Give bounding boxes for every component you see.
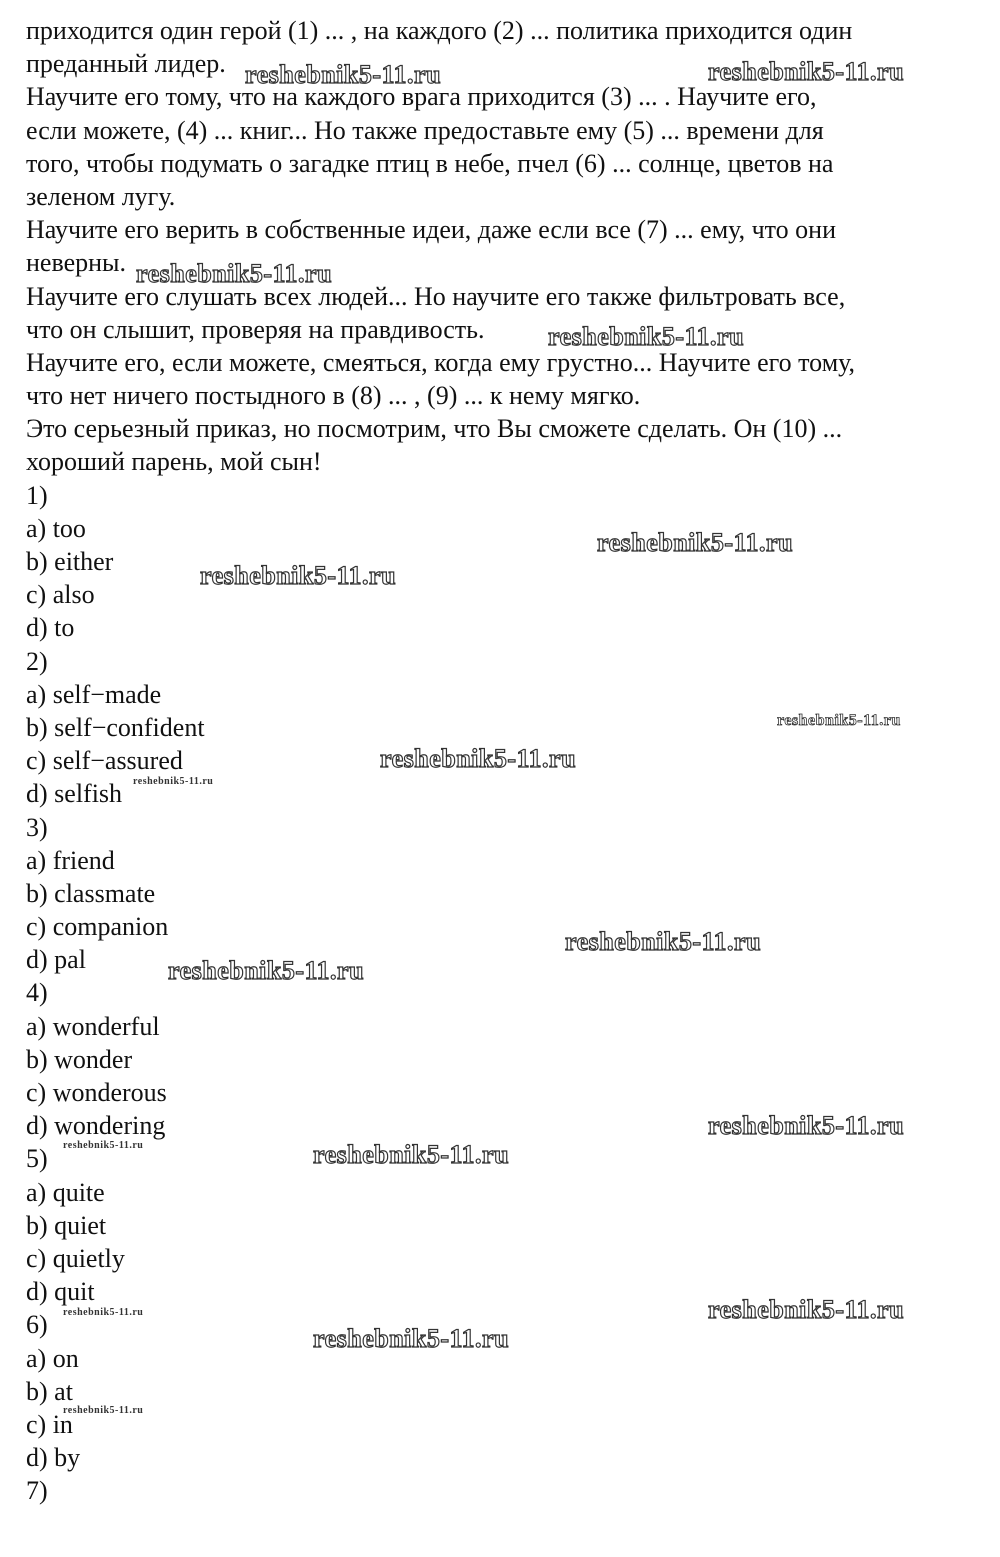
text-line: Научите его верить в собственные идеи, даже если все (7) ... ему, что они <box>26 215 836 245</box>
answer-option: a) on <box>26 1343 79 1373</box>
text-line: Научите его тому, что на каждого врага приходится (3) ... . Научите его, <box>26 82 817 112</box>
question-number: 2) <box>26 646 48 676</box>
text-line: того, чтобы подумать о загадке птиц в небе, пчел (6) ... солнце, цветов на <box>26 148 834 178</box>
answer-option: c) wonderous <box>26 1078 167 1107</box>
answer-option: a) too <box>26 513 86 543</box>
answer-option: d) selfish <box>26 779 123 809</box>
answer-option: b) classmate <box>26 878 156 908</box>
watermark: reshebnik5-11.ru <box>63 1405 144 1416</box>
answer-option: d) pal <box>26 945 86 975</box>
answer-option: b) self−confident <box>26 712 205 742</box>
watermark: reshebnik5-11.ru <box>200 561 397 590</box>
answer-option: d) wondering <box>26 1111 166 1141</box>
answer-option: c) quietly <box>26 1243 125 1273</box>
text-line: зеленом лугу. <box>26 181 176 211</box>
watermark: reshebnik5-11.ru <box>597 528 794 557</box>
watermark: reshebnik5-11.ru <box>168 956 365 985</box>
watermark: reshebnik5-11.ru <box>136 259 333 288</box>
answer-option: d) by <box>26 1443 81 1473</box>
watermark: reshebnik5-11.ru <box>777 712 901 729</box>
question-number: 1) <box>26 480 48 510</box>
answer-option: c) in <box>26 1409 73 1439</box>
watermark: reshebnik5-11.ru <box>708 57 905 86</box>
answer-option: c) also <box>26 580 95 610</box>
answer-option: d) quit <box>26 1277 95 1307</box>
answer-option: b) wonder <box>26 1044 133 1074</box>
watermark: reshebnik5-11.ru <box>380 744 577 773</box>
text-line: Научите его слушать всех людей... Но научите его также фильтровать все, <box>26 281 846 311</box>
answer-option: a) wonderful <box>26 1011 160 1041</box>
watermark: reshebnik5-11.ru <box>245 60 442 89</box>
watermark: reshebnik5-11.ru <box>313 1324 510 1353</box>
answer-option: d) to <box>26 613 75 643</box>
watermark: reshebnik5-11.ru <box>133 776 214 787</box>
text-line: хороший парень, мой сын! <box>26 447 322 477</box>
answer-option: b) quiet <box>26 1210 107 1240</box>
watermark: reshebnik5-11.ru <box>313 1140 510 1169</box>
answer-option: b) either <box>26 547 114 576</box>
answer-option: c) self−assured <box>26 746 183 776</box>
answer-option: b) at <box>26 1376 73 1406</box>
text-line: если можете, (4) ... книг... Но также предоставьте ему (5) ... времени для <box>26 115 824 145</box>
answer-option: a) friend <box>26 845 115 875</box>
answer-option: a) quite <box>26 1177 105 1207</box>
watermark: reshebnik5-11.ru <box>708 1111 905 1140</box>
text-line: неверны. <box>26 248 127 278</box>
answer-option: c) companion <box>26 912 169 942</box>
answer-option: a) self−made <box>26 679 162 709</box>
question-number: 3) <box>26 812 48 842</box>
question-number: 7) <box>26 1476 48 1506</box>
text-line: приходится один герой (1) ... , на каждого (2) ... политика приходится один <box>26 16 853 45</box>
watermark: reshebnik5-11.ru <box>548 322 745 351</box>
watermark: reshebnik5-11.ru <box>565 927 762 956</box>
watermark: reshebnik5-11.ru <box>708 1295 905 1324</box>
text-line: Это серьезный приказ, но посмотрим, что Вы сможете сделать. Он (10) ... <box>26 414 843 444</box>
question-number: 4) <box>26 978 48 1008</box>
watermark: reshebnik5-11.ru <box>63 1307 144 1318</box>
text-line: преданный лидер. <box>26 49 226 79</box>
text-line: что он слышит, проверяя на правдивость. <box>26 314 485 344</box>
question-number: 6) <box>26 1310 48 1340</box>
text-line: что нет ничего постыдного в (8) ... , (9) ... к нему мягко. <box>26 381 641 411</box>
question-number: 5) <box>26 1144 48 1174</box>
text-line: Научите его, если можете, смеяться, когда ему грустно... Научите его тому, <box>26 347 856 377</box>
watermark: reshebnik5-11.ru <box>63 1140 144 1151</box>
